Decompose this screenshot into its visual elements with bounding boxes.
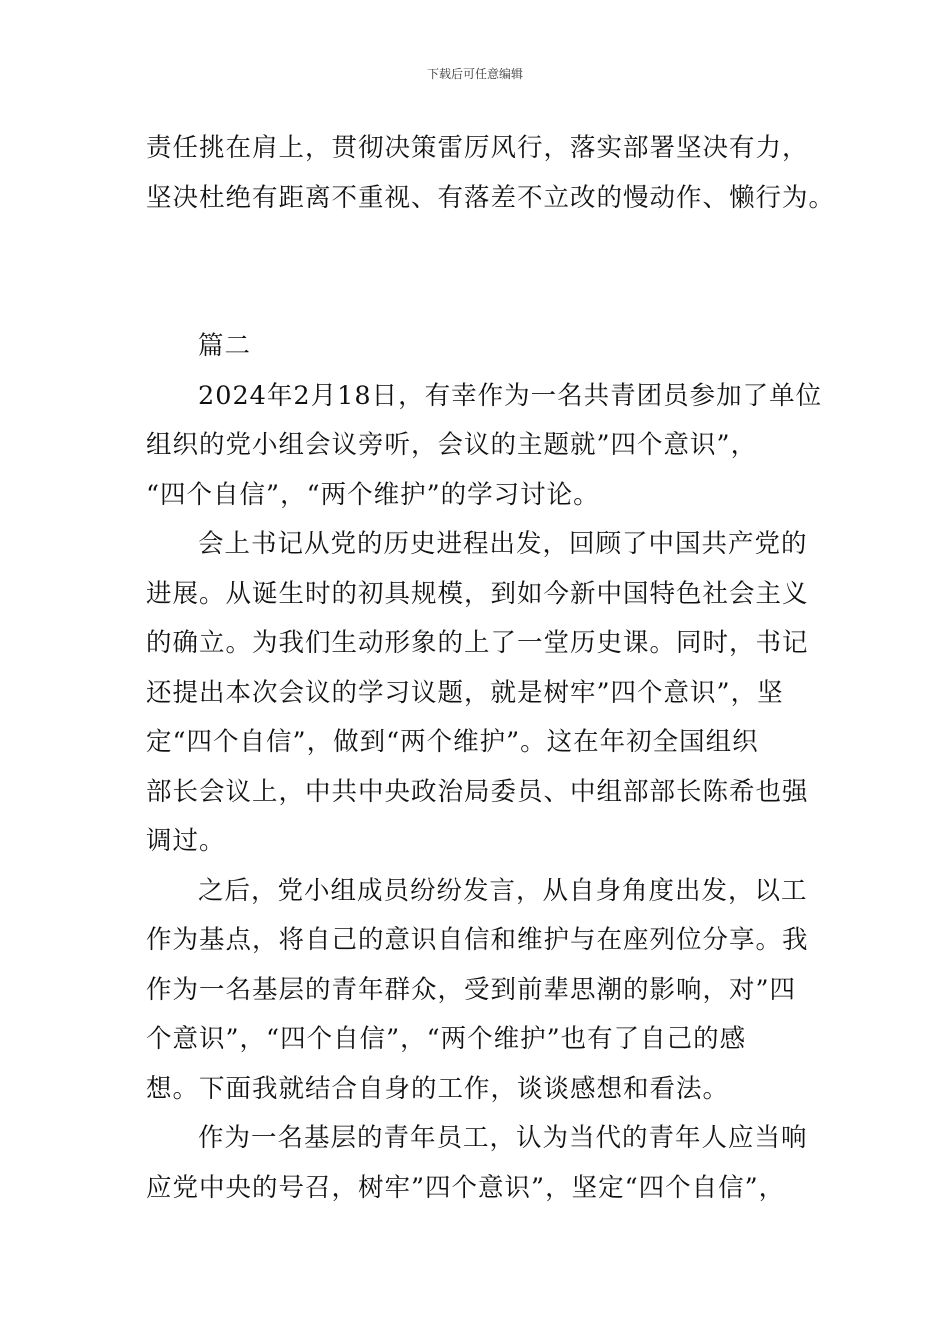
text-line: 调过。 <box>146 826 226 856</box>
page-header-note: 下载后可任意编辑 <box>426 67 523 81</box>
paragraph-3 <box>146 867 826 1115</box>
text-line: 作为一名基层的青年群众，受到前辈思潮的影响，对”四 <box>146 974 797 1005</box>
text-line: 责任挑在肩上，贯彻决策雷厉风行，落实部署坚决有力， <box>146 133 809 163</box>
text-line: 部长会议上，中共中央政治局委员、中组部部长陈希也强 <box>146 776 809 807</box>
text-line: “四个自信”，“两个维护”的学习讨论。 <box>146 479 600 510</box>
section-heading <box>146 322 826 372</box>
text-line: 作为一名基层的青年员工，认为当代的青年人应当响 <box>198 1123 808 1153</box>
continuation-paragraph <box>146 124 836 223</box>
document-body <box>146 124 836 1213</box>
text-line: 应党中央的号召，树牢”四个意识”，坚定“四个自信”， <box>146 1172 786 1203</box>
text-line: 会上书记从党的历史进程出发，回顾了中国共产党的 <box>198 529 808 559</box>
paragraph-1 <box>146 372 826 521</box>
text-line: 之后，党小组成员纷纷发言，从自身角度出发，以工 <box>198 875 808 906</box>
text-line: 的确立。为我们生动形象的上了一堂历史课。同时，书记 <box>146 628 809 658</box>
text-line: 想。下面我就结合自身的工作，谈谈感想和看法。 <box>146 1073 730 1104</box>
text-line: 组织的党小组会议旁听，会议的主题就”四个意识”， <box>146 430 758 460</box>
text-line: 坚决杜绝有距离不重视、有落差不立改的慢动作、懒行为。 <box>146 182 836 213</box>
text-line: 个意识”，“四个自信”，“两个维护”也有了自己的感 <box>146 1024 747 1054</box>
paragraph-4 <box>146 1114 826 1213</box>
text-line: 作为基点，将自己的意识自信和维护与在座列位分享。我 <box>146 925 809 955</box>
text-line: 定“四个自信”，做到“两个维护”。这在年初全国组织 <box>146 727 759 757</box>
text-line: 2024年2月18日，有幸作为一名共青团员参加了单位 <box>198 380 823 411</box>
paragraph-2 <box>146 520 826 867</box>
text-line: 还提出本次会议的学习议题，就是树牢”四个意识”，坚 <box>146 677 784 708</box>
text-line: 进展。从诞生时的初具规模，到如今新中国特色社会主义 <box>146 578 809 609</box>
section-heading-text: 篇二 <box>198 331 252 361</box>
